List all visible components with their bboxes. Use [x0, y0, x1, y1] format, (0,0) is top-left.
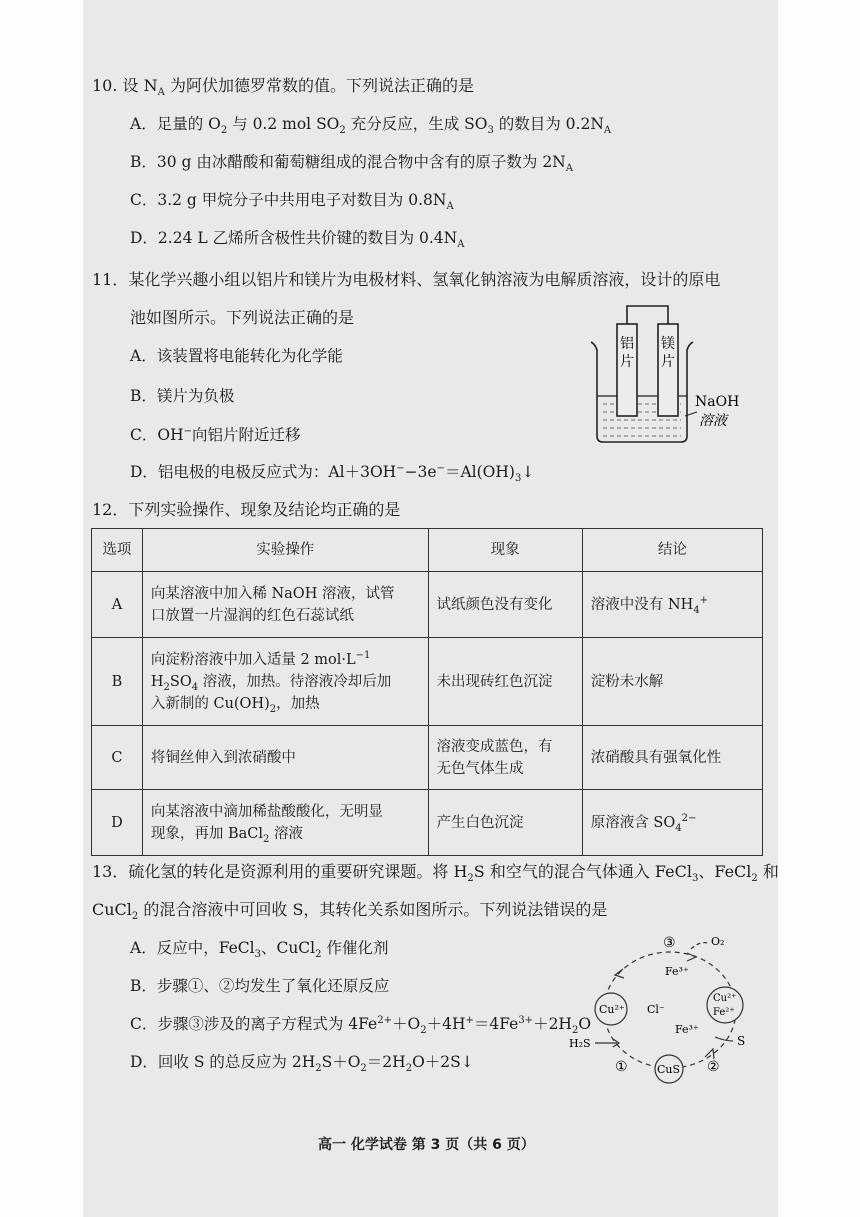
- q13-stem-line2: CuCl$_2$ 的混合溶液中可回收 S，其转化关系如图所示。下列说法错误的是: [92, 900, 608, 923]
- q10-option-a: A．足量的 $O_2$ 与 0.2 mol $SO_2$ 充分反应，生成 $SO_3$ 的数目为 $0.2N_A$: [130, 115, 612, 137]
- q13-option-c: C．步骤③涉及的离子方程式为 $4Fe^{2+}+O_2+4H^+=4Fe^{3+}+2H_2O$: [130, 1014, 592, 1037]
- q11-option-a: A．该装置将电能转化为化学能: [130, 347, 343, 365]
- o2-label: O₂: [711, 935, 725, 948]
- row-option: A: [92, 572, 143, 638]
- header-conclusion: 结论: [582, 529, 762, 572]
- row-option: D: [92, 790, 143, 856]
- cu2-left-label: Cu²⁺: [599, 1003, 625, 1016]
- galvanic-cell-diagram: [585, 300, 765, 450]
- cus-label: CuS: [657, 1063, 681, 1076]
- page-footer: 高一 化学试卷 第 3 页（共 6 页）: [318, 1137, 535, 1153]
- mg-label-2: 片: [661, 354, 675, 370]
- q11-option-c: C．OH−向铝片附近迁移: [130, 425, 301, 444]
- step3-label: ③: [663, 935, 676, 951]
- h2s-cycle-diagram: [565, 925, 765, 1085]
- left-margin: [0, 0, 83, 1217]
- naoh-label: NaOH: [695, 394, 740, 410]
- row-conclusion: 浓硝酸具有强氧化性: [582, 726, 762, 790]
- step1-label: ①: [615, 1059, 628, 1075]
- q10-stem: 10. 设 $N_A$ 为阿伏加德罗常数的值。下列说法正确的是: [92, 76, 474, 99]
- fe2-right-label: Fe²⁺: [713, 1007, 735, 1018]
- q13-option-d: D．回收 S 的总反应为 $2H_2S+O_2=2H_2O+2S↓$: [130, 1053, 474, 1075]
- table-header-row: [92, 529, 763, 572]
- q13-option-b: B．步骤①、②均发生了氧化还原反应: [130, 977, 390, 995]
- right-margin: [778, 0, 860, 1217]
- q13-option-a: A．反应中，FeCl$_3$、CuCl$_2$ 作催化剂: [130, 939, 389, 961]
- row-phenomenon: 产生白色沉淀: [428, 790, 582, 856]
- row-option: B: [92, 638, 143, 726]
- row-operation: 向某溶液中加入稀 NaOH 溶液，试管 口放置一片湿润的红色石蕊试纸: [142, 572, 428, 638]
- row-phenomenon: 试纸颜色没有变化: [428, 572, 582, 638]
- cu2-right-label: Cu²⁺: [713, 993, 737, 1004]
- table-row: [92, 790, 763, 856]
- cl-label: Cl⁻: [647, 1003, 665, 1016]
- row-operation: 向淀粉溶液中加入适量 2 $mol\cdot L^{-1}$ $H_2SO_4$ 溶液，加热。待溶液冷却后加 入新制的 $Cu(OH)_2$，加热: [142, 638, 428, 726]
- q13-stem-line1: 13．硫化氢的转化是资源利用的重要研究课题。将 $H_2S$ 和空气的混合气体通入 FeCl$_3$、FeCl$_2$ 和: [92, 862, 779, 885]
- q11-option-b: B．镁片为负极: [130, 387, 235, 405]
- solution-label: 溶液: [699, 413, 727, 429]
- q10-option-d: D．2.24 L 乙烯所含极性共价键的数目为 $0.4N_A$: [130, 229, 465, 251]
- s-label: S: [737, 1034, 746, 1048]
- row-conclusion: 溶液中没有 $NH_4^+$: [582, 572, 762, 638]
- row-operation: 将铜丝伸入到浓硝酸中: [142, 726, 428, 790]
- table-row: [92, 572, 763, 638]
- al-label-2: 片: [620, 354, 634, 370]
- mg-label-1: 镁: [661, 336, 675, 352]
- table-row: [92, 726, 763, 790]
- fe3-mid-label: Fe³⁺: [675, 1023, 699, 1036]
- header-phenomenon: 现象: [428, 529, 582, 572]
- row-conclusion: 淀粉未水解: [582, 638, 762, 726]
- header-operation: 实验操作: [142, 529, 428, 572]
- table-row: [92, 638, 763, 726]
- row-option: C: [92, 726, 143, 790]
- row-phenomenon: 未出现砖红色沉淀: [428, 638, 582, 726]
- fe3-top-label: Fe³⁺: [665, 965, 689, 978]
- row-conclusion: 原溶液含 $SO_4^{2-}$: [582, 790, 762, 856]
- q10-option-b: B．30 g 由冰醋酸和葡萄糖组成的混合物中含有的原子数为 $2N_A$: [130, 153, 573, 175]
- q11-stem-line1: 11．某化学兴趣小组以铝片和镁片为电极材料、氢氧化钠溶液为电解质溶液，设计的原电: [92, 270, 721, 289]
- q11-option-d: D．铝电极的电极反应式为：$Al+3OH^--3e^-=Al(OH)_3↓$: [130, 462, 535, 485]
- q11-stem-line2: 池如图所示。下列说法正确的是: [130, 308, 355, 327]
- q10-option-c: C．3.2 g 甲烷分子中共用电子对数目为 $0.8N_A$: [130, 191, 454, 213]
- header-option: 选项: [92, 529, 143, 572]
- step2-label: ②: [707, 1059, 720, 1075]
- al-label-1: 铝: [620, 336, 634, 352]
- h2s-label: H₂S: [569, 1037, 591, 1050]
- experiment-table: [91, 528, 763, 856]
- row-operation: 向某溶液中滴加稀盐酸酸化，无明显 现象，再加 BaCl$_2$ 溶液: [142, 790, 428, 856]
- row-phenomenon: 溶液变成蓝色，有 无色气体生成: [428, 726, 582, 790]
- q12-stem: 12．下列实验操作、现象及结论均正确的是: [92, 500, 401, 519]
